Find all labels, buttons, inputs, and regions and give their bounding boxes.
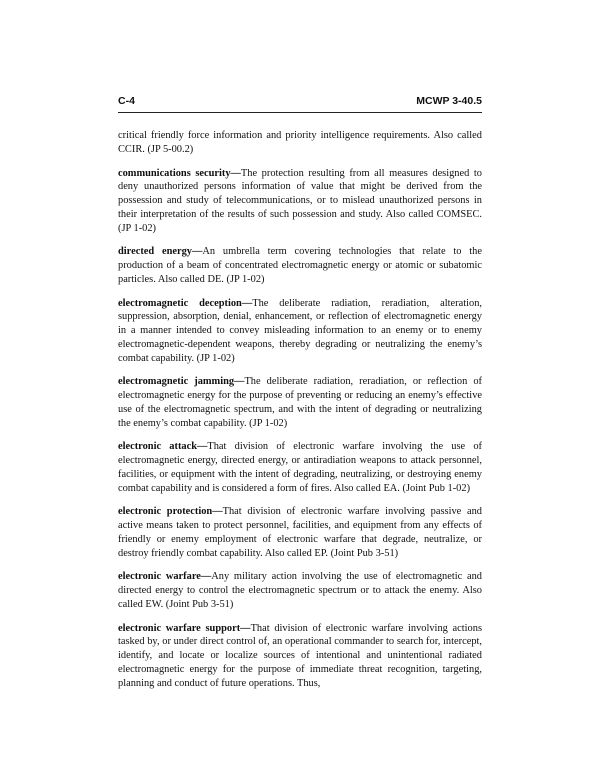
header-rule: [118, 112, 482, 113]
entry-term: electronic warfare—: [118, 571, 212, 583]
entry-definition: The deliberate radiation, reradiation, alteration, suppression, absorption, denial, enhancement, or reflection of electromagnetic energy in a manner intended to convey misleading information to an enemy or to enemy electromagnetic-dependent weapons, thereby degrading or neutralizing the enemy’s combat capability. (JP 1-02): [118, 297, 482, 364]
entry-term: electronic protection—: [118, 506, 223, 518]
entry-definition: Any military action involving the use of electromagnetic and directed energy to control the electromagnetic spectrum or to attack the enemy. Also called EW. (Joint Pub 3-51): [118, 571, 482, 610]
entry-definition: critical friendly force information and priority intelligence requirements. Also called CCIR. (JP 5-00.2): [118, 130, 482, 155]
entry-definition: The deliberate radiation, reradiation, or reflection of electromagnetic energy for the purpose of preventing or reducing an enemy’s effective use of the electromagnetic spectrum, and with the intent of degrading or neutralizing the enemy’s combat capability. (JP 1-02): [118, 376, 482, 429]
entry-term: electromagnetic deception—: [118, 297, 253, 309]
glossary-entry: [118, 375, 482, 430]
entry-definition: That division of electronic warfare involving actions tasked by, or under direct control of, an operational commander to search for, intercept, identify, and locate or localize sources of intentional and unintentional radiated electromagnetic energy for the purpose of immediate threat recognition, targeting, planning and conduct of future operations. Thus,: [118, 622, 482, 689]
glossary-entry: [118, 297, 482, 366]
entry-term: electronic attack—: [118, 441, 208, 453]
entry-term: electromagnetic jamming—: [118, 376, 245, 388]
glossary-entry: [118, 167, 482, 236]
glossary-entry: [118, 570, 482, 611]
entry-definition: An umbrella term covering technologies that relate to the production of a beam of concentrated electromagnetic energy or atomic or subatomic particles. Also called DE. (JP 1-02): [118, 246, 482, 285]
entry-term: directed energy—: [118, 246, 203, 258]
glossary-entry: [118, 245, 482, 286]
entry-definition: That division of electronic warfare involving the use of electromagnetic energy, directed energy, or antiradiation weapons to attack personnel, facilities, or equipment with the intent of degrading, neutralizing, or destroying enemy combat capability and is considered a form of fires. Also called EA. (Joint Pub 1-02): [118, 441, 482, 494]
document-id: MCWP 3-40.5: [416, 95, 482, 107]
glossary-entry-continued: [118, 129, 482, 157]
entry-term: electronic warfare support—: [118, 622, 251, 634]
entry-definition: The protection resulting from all measures designed to deny unauthorized persons information of value that might be derived from the possession and study of telecommunications, or to mislead unauthorized persons in their interpretation of the results of such possession and study. Also called COMSEC. (JP 1-02): [118, 167, 482, 234]
entry-definition: That division of electronic warfare involving passive and active means taken to protect personnel, facilities, and equipment from any effects of friendly or enemy employment of electronic warfare that degrade, neutralize, or destroy friendly combat capability. Also called EP. (Joint Pub 3-51): [118, 506, 482, 559]
glossary-body: [118, 129, 482, 700]
glossary-entry: [118, 622, 482, 691]
glossary-entry: [118, 505, 482, 560]
page-number: C-4: [118, 95, 135, 107]
entry-term: communications security—: [118, 167, 241, 179]
glossary-entry: [118, 440, 482, 495]
